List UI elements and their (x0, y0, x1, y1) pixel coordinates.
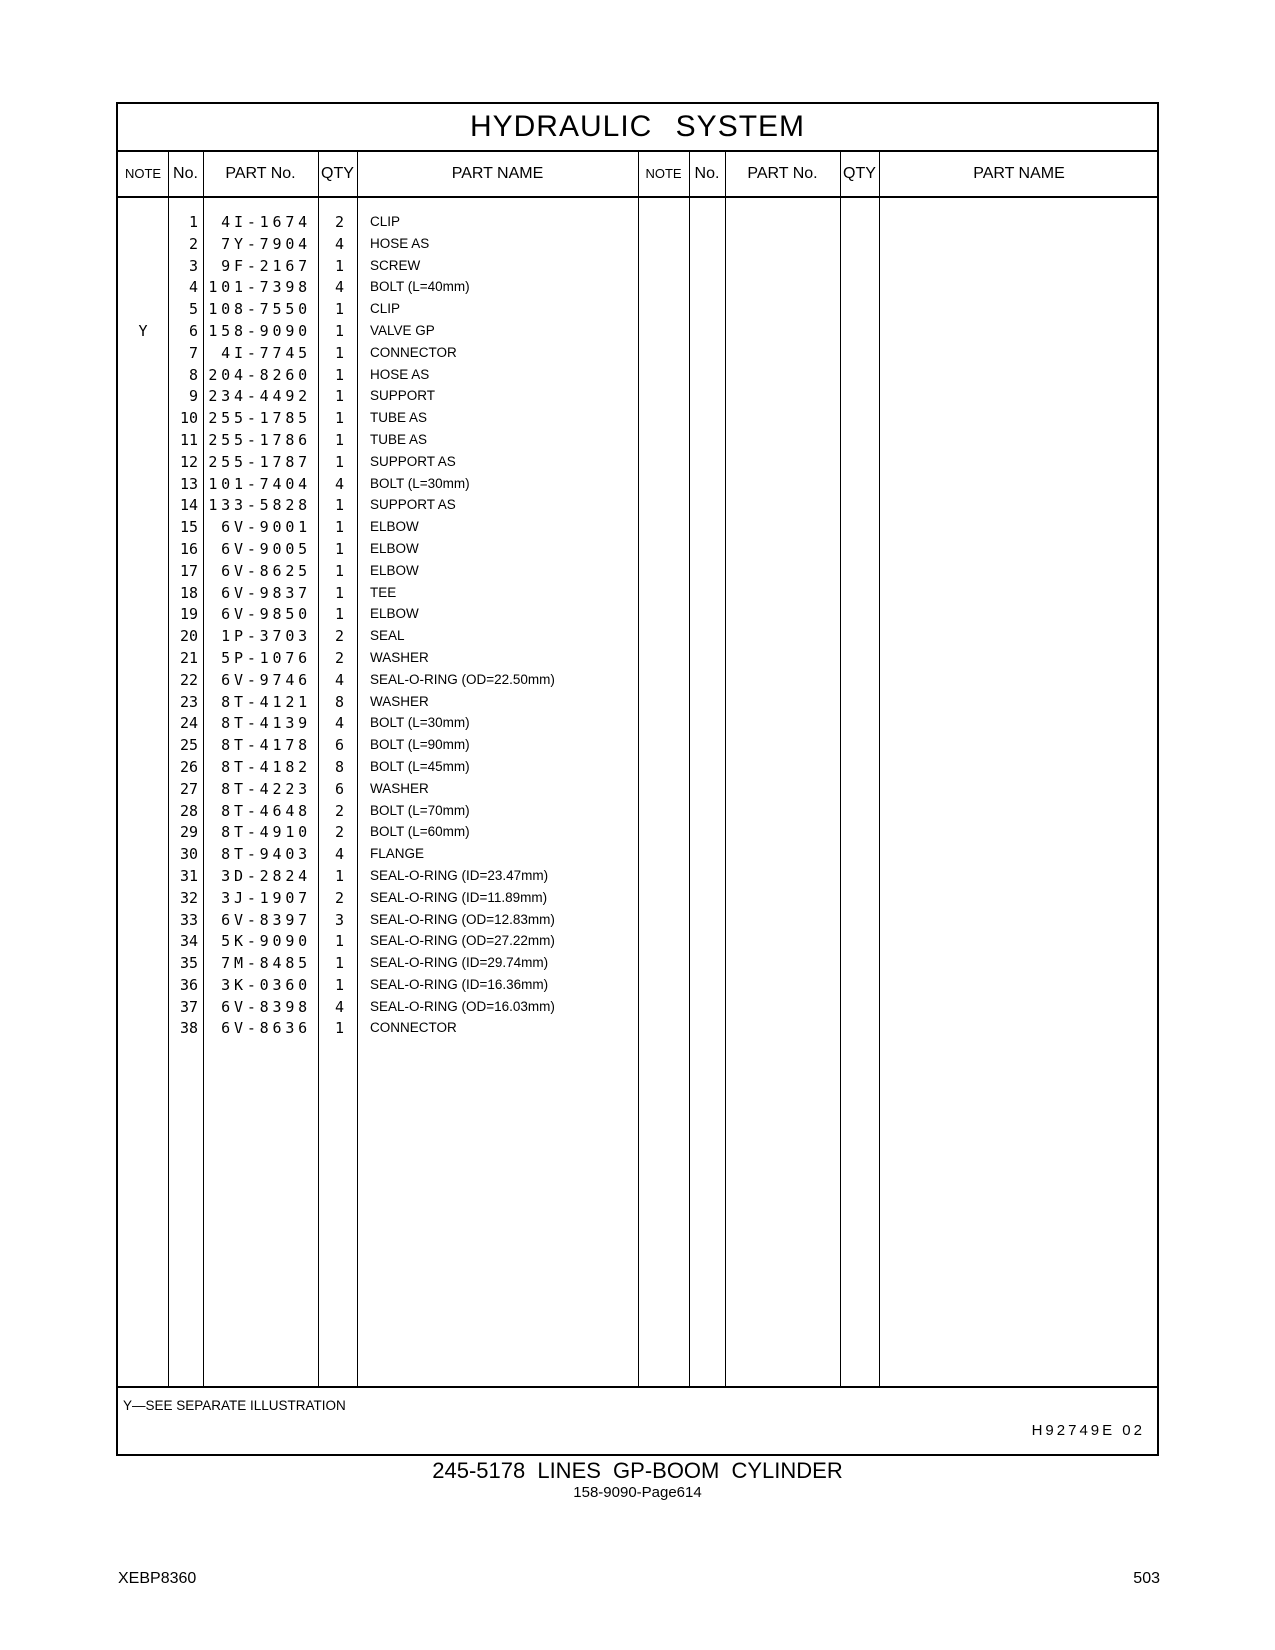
row-quantity: 1 (334, 343, 344, 362)
row-part-name: SCREW (370, 257, 421, 273)
row-number: 16 (179, 539, 198, 558)
row-part-name: BOLT (L=30mm) (370, 715, 470, 731)
table-row (118, 538, 638, 560)
row-quantity: 1 (334, 496, 344, 515)
row-number: 29 (179, 823, 198, 842)
row-number: 36 (179, 975, 198, 994)
row-part-name: VALVE GP (370, 322, 435, 338)
row-number: 28 (179, 801, 198, 820)
row-part-number: 6V-8636 (221, 1019, 311, 1038)
row-part-name: TUBE AS (370, 431, 428, 447)
row-part-number: 9F-2167 (221, 256, 311, 275)
table-row (118, 603, 638, 625)
table-row (118, 952, 638, 974)
row-quantity: 2 (334, 823, 344, 842)
table-row (118, 364, 638, 386)
row-part-number: 3J-1907 (221, 888, 311, 907)
row-number: 27 (179, 779, 198, 798)
row-number: 19 (179, 605, 198, 624)
row-part-number: 133-5828 (208, 496, 311, 515)
row-part-name: SEAL-O-RING (OD=22.50mm) (370, 671, 555, 687)
row-number: 3 (188, 256, 198, 275)
row-number: 17 (179, 561, 198, 580)
row-part-name: HOSE AS (370, 366, 430, 382)
row-quantity: 1 (334, 1019, 344, 1038)
row-quantity: 6 (334, 736, 344, 755)
row-quantity: 3 (334, 910, 344, 929)
table-row (118, 233, 638, 255)
row-part-name: TUBE AS (370, 410, 428, 426)
row-part-name: SEAL-O-RING (ID=23.47mm) (370, 867, 549, 883)
row-part-number: 234-4492 (208, 387, 311, 406)
row-number: 30 (179, 845, 198, 864)
row-number: 7 (188, 343, 198, 362)
row-number: 5 (188, 300, 198, 319)
row-number: 31 (179, 866, 198, 885)
page-number: 503 (1133, 1570, 1160, 1587)
row-quantity: 2 (334, 627, 344, 646)
table-row (118, 211, 638, 233)
row-number: 14 (179, 496, 198, 515)
table-row (118, 625, 638, 647)
row-part-number: 255-1787 (208, 452, 311, 471)
parts-list (118, 211, 638, 1039)
table-row (118, 909, 638, 931)
row-number: 35 (179, 954, 198, 973)
table-row (118, 800, 638, 822)
row-part-name: SUPPORT AS (370, 453, 456, 469)
table-row (118, 821, 638, 843)
row-part-number: 7Y-7904 (221, 234, 311, 253)
row-number: 1 (188, 213, 198, 231)
row-part-number: 108-7550 (208, 300, 311, 319)
row-part-number: 6V-9837 (221, 583, 311, 602)
row-number: 6 (188, 321, 198, 340)
row-number: 26 (179, 757, 198, 776)
table-row (118, 276, 638, 298)
row-number: 9 (188, 387, 198, 406)
row-part-number: 4I-7745 (221, 343, 311, 362)
row-number: 15 (179, 518, 198, 537)
footer-divider (118, 1386, 1157, 1388)
row-part-name: CLIP (370, 214, 401, 229)
row-quantity: 8 (334, 692, 344, 711)
row-part-name: WASHER (370, 780, 429, 796)
row-quantity: 1 (334, 430, 344, 449)
row-part-name: SEAL-O-RING (ID=29.74mm) (370, 955, 549, 971)
row-part-number: 5K-9090 (221, 932, 311, 951)
column-divider (879, 152, 880, 1386)
row-part-name: ELBOW (370, 562, 419, 578)
row-part-name: SEAL-O-RING (ID=16.36mm) (370, 976, 549, 992)
row-part-name: BOLT (L=30mm) (370, 475, 470, 491)
row-part-number: 255-1786 (208, 430, 311, 449)
row-part-name: SEAL-O-RING (OD=16.03mm) (370, 998, 555, 1014)
row-part-name: BOLT (L=45mm) (370, 758, 470, 774)
header-note-left: NOTE (124, 166, 162, 181)
row-part-name: ELBOW (370, 606, 419, 622)
column-divider (725, 152, 726, 1386)
header-no-right: No. (694, 165, 720, 182)
row-quantity: 4 (334, 278, 344, 297)
header-qty-right: QTY (843, 165, 876, 182)
row-number: 10 (179, 409, 198, 428)
row-number: 38 (179, 1019, 198, 1038)
table-row (118, 298, 638, 320)
row-part-name: SEAL-O-RING (OD=12.83mm) (370, 911, 555, 927)
row-number: 23 (179, 692, 198, 711)
table-row (118, 429, 638, 451)
column-divider (840, 152, 841, 1386)
row-quantity: 4 (334, 714, 344, 733)
row-part-number: 7M-8485 (221, 954, 311, 973)
row-number: 22 (179, 670, 198, 689)
table-row (118, 756, 638, 778)
row-part-number: 5P-1076 (221, 648, 311, 667)
reference-code: H92749E 02 (1031, 1422, 1145, 1439)
table-row (118, 778, 638, 800)
row-number: 18 (179, 583, 198, 602)
table-row (118, 451, 638, 473)
row-part-number: 101-7398 (208, 278, 311, 297)
row-number: 34 (179, 932, 198, 951)
header-name-right: PART NAME (973, 165, 1065, 182)
footnote: Y―SEE SEPARATE ILLUSTRATION (123, 1398, 346, 1413)
row-quantity: 1 (334, 539, 344, 558)
page-reference: 158-9090-Page614 (573, 1484, 702, 1501)
row-number: 33 (179, 910, 198, 929)
row-quantity: 1 (334, 954, 344, 973)
row-quantity: 1 (334, 321, 344, 340)
parts-table-frame (116, 102, 1159, 1456)
row-part-name: CONNECTOR (370, 344, 457, 360)
row-part-name: SUPPORT (370, 388, 436, 404)
row-number: 13 (179, 474, 198, 493)
table-row (118, 887, 638, 909)
row-part-name: FLANGE (370, 846, 425, 862)
row-part-number: 101-7404 (208, 474, 311, 493)
table-row (118, 473, 638, 495)
row-quantity: 1 (334, 409, 344, 428)
header-no-left: No. (173, 165, 198, 182)
table-row (118, 1017, 638, 1039)
table-row (118, 974, 638, 996)
table-row (118, 342, 638, 364)
column-divider (689, 152, 690, 1386)
table-row (118, 734, 638, 756)
table-row (118, 407, 638, 429)
row-quantity: 4 (334, 234, 344, 253)
row-quantity: 4 (334, 845, 344, 864)
row-quantity: 2 (334, 801, 344, 820)
row-number: 37 (179, 997, 198, 1016)
row-part-name: BOLT (L=70mm) (370, 802, 470, 818)
row-part-name: WASHER (370, 649, 429, 665)
row-part-number: 8T-4178 (221, 736, 311, 755)
table-row (118, 582, 638, 604)
row-number: 32 (179, 888, 198, 907)
table-row (118, 669, 638, 691)
row-part-number: 8T-4648 (221, 801, 311, 820)
row-quantity: 1 (334, 452, 344, 471)
row-number: 2 (188, 234, 198, 253)
row-quantity: 1 (334, 561, 344, 580)
row-quantity: 6 (334, 779, 344, 798)
row-quantity: 1 (334, 518, 344, 537)
row-part-name: BOLT (L=40mm) (370, 279, 470, 295)
row-part-number: 6V-9850 (221, 605, 311, 624)
row-part-number: 6V-8398 (221, 997, 311, 1016)
row-quantity: 2 (334, 888, 344, 907)
row-part-number: 255-1785 (208, 409, 311, 428)
row-number: 12 (179, 452, 198, 471)
row-part-number: 158-9090 (208, 321, 311, 340)
table-row (118, 255, 638, 277)
table-row (118, 320, 638, 342)
row-part-number: 6V-8625 (221, 561, 311, 580)
header-qty-left: QTY (321, 165, 354, 182)
document-id: XEBP8360 (118, 1570, 197, 1587)
row-part-number: 8T-4223 (221, 779, 311, 798)
row-quantity: 1 (334, 866, 344, 885)
row-part-number: 8T-4182 (221, 757, 311, 776)
row-quantity: 1 (334, 975, 344, 994)
row-part-name: SEAL-O-RING (OD=27.22mm) (370, 933, 555, 949)
row-part-name: TEE (370, 584, 397, 600)
header-part-right: PART No. (747, 165, 818, 182)
header-part-left: PART No. (225, 165, 296, 182)
row-quantity: 4 (334, 474, 344, 493)
table-row (118, 712, 638, 734)
row-quantity: 1 (334, 300, 344, 319)
row-number: 20 (179, 627, 198, 646)
row-part-name: ELBOW (370, 540, 419, 556)
row-quantity: 1 (334, 387, 344, 406)
row-part-number: 8T-4121 (221, 692, 311, 711)
table-row (118, 691, 638, 713)
table-row (118, 385, 638, 407)
row-number: 8 (188, 365, 198, 384)
row-number: 24 (179, 714, 198, 733)
row-part-name: SEAL-O-RING (ID=11.89mm) (370, 889, 548, 905)
row-part-number: 3D-2824 (221, 866, 311, 885)
row-number: 25 (179, 736, 198, 755)
row-part-name: ELBOW (370, 519, 419, 535)
row-number: 11 (179, 430, 198, 449)
table-row (118, 647, 638, 669)
row-part-number: 3K-0360 (221, 975, 311, 994)
table-row (118, 865, 638, 887)
header-name-left: PART NAME (451, 165, 544, 182)
row-part-number: 6V-9005 (221, 539, 311, 558)
table-row (118, 516, 638, 538)
row-part-number: 4I-1674 (221, 213, 311, 231)
table-row (118, 494, 638, 516)
row-quantity: 2 (334, 648, 344, 667)
row-quantity: 4 (334, 670, 344, 689)
table-row (118, 930, 638, 952)
table-row (118, 996, 638, 1018)
table-row (118, 560, 638, 582)
row-part-name: CLIP (370, 301, 401, 317)
row-number: 21 (179, 648, 198, 667)
row-part-number: 8T-9403 (221, 845, 311, 864)
row-quantity: 1 (334, 932, 344, 951)
row-quantity: 1 (334, 256, 344, 275)
header-note-right: NOTE (645, 166, 682, 181)
group-title: 245-5178 LINES GP-BOOM CYLINDER (432, 1458, 843, 1483)
table-row (118, 843, 638, 865)
row-quantity: 8 (334, 757, 344, 776)
row-part-number: 6V-9001 (221, 518, 311, 537)
row-part-number: 204-8260 (208, 365, 311, 384)
row-part-number: 6V-8397 (221, 910, 311, 929)
row-quantity: 4 (334, 997, 344, 1016)
row-part-name: BOLT (L=90mm) (370, 737, 470, 753)
row-part-number: 8T-4139 (221, 714, 311, 733)
row-number: 4 (188, 278, 198, 297)
row-part-name: CONNECTOR (370, 1020, 457, 1036)
row-part-name: BOLT (L=60mm) (370, 824, 470, 840)
row-note: Y (138, 321, 148, 340)
row-quantity: 2 (334, 213, 344, 231)
row-quantity: 1 (334, 605, 344, 624)
row-part-name: WASHER (370, 693, 429, 709)
row-quantity: 1 (334, 583, 344, 602)
row-part-name: SUPPORT AS (370, 497, 456, 513)
section-title: HYDRAULIC SYSTEM (469, 110, 806, 143)
row-part-number: 8T-4910 (221, 823, 311, 842)
row-part-number: 6V-9746 (221, 670, 311, 689)
row-part-number: 1P-3703 (221, 627, 311, 646)
row-part-name: SEAL (370, 628, 405, 644)
row-part-name: HOSE AS (370, 235, 430, 251)
row-quantity: 1 (334, 365, 344, 384)
